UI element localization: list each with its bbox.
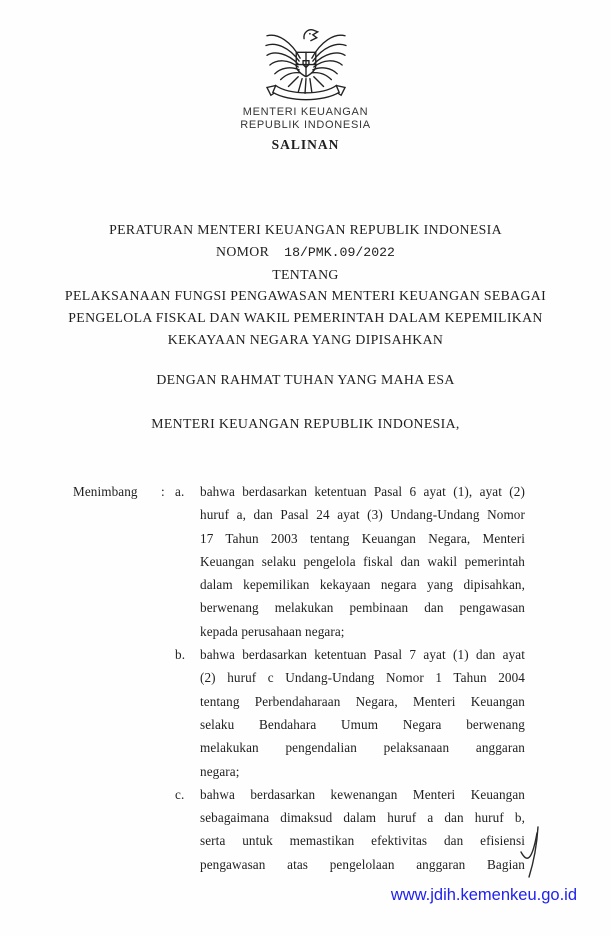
- text-line: selaku Bendahara Umum Negara berwenang: [200, 716, 525, 732]
- text-line: berwenang melakukan pembinaan dan pengawasan: [200, 600, 525, 616]
- invocation-line: DENGAN RAHMAT TUHAN YANG MAHA ESA: [156, 372, 455, 387]
- item-text: [200, 643, 525, 783]
- letterhead: [0, 26, 611, 153]
- text-line: sebagaimana dimaksud dalam huruf a dan huruf b,: [200, 810, 525, 826]
- text-line: 17 Tahun 2003 tentang Keuangan Negara, Menteri: [200, 530, 525, 546]
- jdih-website-link[interactable]: www.jdih.kemenkeu.go.id: [390, 886, 577, 904]
- item-marker: a.: [175, 484, 185, 499]
- nomor-value: 18/PMK.09/2022: [284, 244, 395, 260]
- text-line: Keuangan selaku pengelola fiskal dan wakil pemerintah: [200, 553, 525, 569]
- tentang-label: TENTANG: [272, 266, 339, 282]
- subject-line-3: KEKAYAAN NEGARA YANG DIPISAHKAN: [167, 331, 444, 347]
- handwritten-initial-mark: [517, 824, 547, 880]
- text-line: melakukan pengendalian pelaksanaan anggaran: [200, 740, 525, 756]
- text-line: kepada perusahaan negara;: [200, 623, 345, 639]
- ministry-name-line1: MENTERI KEUANGAN: [242, 106, 369, 118]
- menimbang-colon: :: [161, 484, 165, 499]
- item-text: [200, 783, 525, 876]
- text-line: bahwa berdasarkan kewenangan Menteri Keuangan: [200, 786, 525, 802]
- menimbang-section: [73, 480, 528, 876]
- ministry-name-line2: REPUBLIK INDONESIA: [240, 118, 371, 131]
- subject-line-1: PELAKSANAAN FUNGSI PENGAWASAN MENTERI KEUANGAN SEBAGAI: [64, 288, 547, 304]
- copy-type-label: SALINAN: [271, 137, 340, 152]
- menimbang-label: Menimbang: [73, 484, 138, 499]
- regulation-title-block: [0, 219, 611, 351]
- text-line: serta untuk memastikan efektivitas dan efisiensi: [200, 833, 525, 849]
- menimbang-items: [175, 480, 528, 876]
- authority-line: MENTERI KEUANGAN REPUBLIK INDONESIA,: [151, 416, 460, 431]
- text-line: bahwa berdasarkan ketentuan Pasal 7 ayat (1) dan ayat: [200, 647, 525, 663]
- consideration-item-b: [175, 643, 528, 783]
- text-line: tentang Perbendaharaan Negara, Menteri Keuangan: [200, 693, 525, 709]
- item-text: [200, 480, 525, 643]
- text-line: negara;: [200, 763, 240, 779]
- garuda-pancasila-emblem-icon: [263, 26, 349, 106]
- item-marker: b.: [175, 647, 186, 663]
- nomor-label: NOMOR: [216, 243, 270, 259]
- text-line: pengawasan atas pengelolaan anggaran Bagian: [200, 856, 525, 872]
- subject-line-2: PENGELOLA FISKAL DAN WAKIL PEMERINTAH DALAM KEPEMILIKAN: [68, 310, 543, 326]
- item-marker: c.: [175, 786, 185, 802]
- regulation-heading: PERATURAN MENTERI KEUANGAN REPUBLIK INDONESIA: [109, 222, 502, 237]
- regulation-number-line: [0, 241, 611, 264]
- text-line: (2) huruf c Undang-Undang Nomor 1 Tahun 2004: [200, 670, 525, 686]
- text-line: huruf a, dan Pasal 24 ayat (3) Undang-Undang Nomor: [200, 507, 525, 523]
- text-line: dalam kepemilikan kekayaan negara yang dipisahkan,: [200, 577, 525, 593]
- text-line: bahwa berdasarkan ketentuan Pasal 6 ayat (1), ayat (2): [200, 484, 525, 499]
- consideration-item-c: [175, 783, 528, 876]
- consideration-item-a: [175, 480, 528, 643]
